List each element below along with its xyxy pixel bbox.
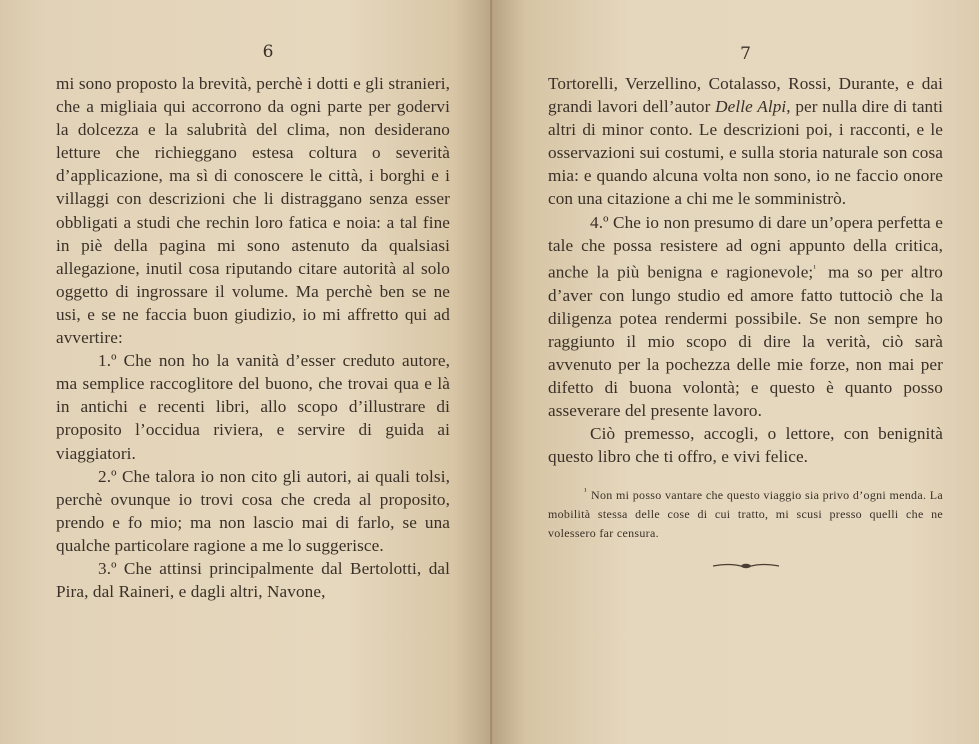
page-number-left: 6 <box>262 42 274 62</box>
end-ornament-icon <box>711 561 781 571</box>
paragraph-text: Tortorelli, Verzellino, Cotalasso, Rossi, Durante, e dai grandi lavori dell’autor <box>548 74 943 117</box>
footnote <box>548 482 943 543</box>
left-page-body <box>56 72 450 603</box>
paragraph-text: 4.º Che io non presumo di dare un’opera perfetta e tale che possa resistere ad ogni appunto della critica, anche la più benigna e ragionevole; <box>548 212 943 282</box>
book-title-italic: Delle Alpi <box>715 97 787 117</box>
paragraph: 1.º Che non ho la vanità d’esser creduto autore, ma semplice raccoglitore del buono, che trovai qua e là in antichi e recenti libri, allo scopo d’illustrare di proposito l’occidua riviera, e servire di guida ai viaggiatori. <box>56 351 450 463</box>
page-number-right: 7 <box>740 44 751 64</box>
footnote-text: Non mi posso vantare che questo viaggio sia privo d’ogni menda. La mobilità stessa delle cose di cui tratto, mi scusi presso quelli che ne volessero far censura. <box>548 488 943 541</box>
paragraph: mi sono proposto la brevità, perchè i dotti e gli stranieri, che a migliaia qui accorrono da ogni parte per godervi la dolcezza e la salubrità del clima, non desiderano letture che richieggano estesa coltura o severità d’applicazione, ma sì di conoscere le città, i borghi e i villaggi con descrizioni che li distraggano senza esser obbligati a studi che rechin loro fatica e noia: a tal fine in piè della pagina mi sono astenuto da qualsiasi allegazione, inutil cosa riputando citare autorità al solo oggetto di ingrossare il volume. Ma perchè ben se ne usi, e se ne faccia buon giudizio, io mi affretto qui ad avvertire: <box>56 74 450 348</box>
footnote-reference: ¹ <box>813 262 817 273</box>
paragraph-text: , per nulla dire di tanti altri di minor conto. Le descrizioni poi, i racconti, e le osservazioni sui costumi, e sulla storia naturale son cosa mia: e quando alcuna volta non sono, io ne faccio onore con una citazione a chi me le somministrò. <box>548 97 943 209</box>
paragraph-point-4 <box>548 211 943 423</box>
paragraph: 3.º Che attinsi principalmente dal Bertolotti, dal Pira, dal Raineri, e dagli altri, Navone, <box>56 558 450 602</box>
paragraph-text: ma so per altro d’aver con lungo studio ed amore fatto tuttociò che la diligenza potea rendermi possibile. Se non sempre ho raggiunto il mio scopo di dire la verità, ciò sarà avvenuto per la pochezza delle mie forze, non mai per difetto di buona volontà; e questo è quanto posso asseverare del presente lavoro. <box>548 262 943 421</box>
paragraph: 2.º Che talora io non cito gli autori, ai quali tolsi, perchè ovunque io trovi cosa che creda al proposito, prendo e fo mio; ma non lascio mai di farlo, se una qualche particolare ragione a me lo suggerisce. <box>56 466 450 555</box>
paragraph-closing: Ciò premesso, accogli, o lettore, con benignità questo libro che ti offro, e vivi felice. <box>548 424 943 467</box>
paragraph-continuation <box>548 72 943 211</box>
footnotes <box>548 482 943 543</box>
right-page <box>492 0 979 744</box>
footnote-number: ¹ <box>584 486 587 497</box>
